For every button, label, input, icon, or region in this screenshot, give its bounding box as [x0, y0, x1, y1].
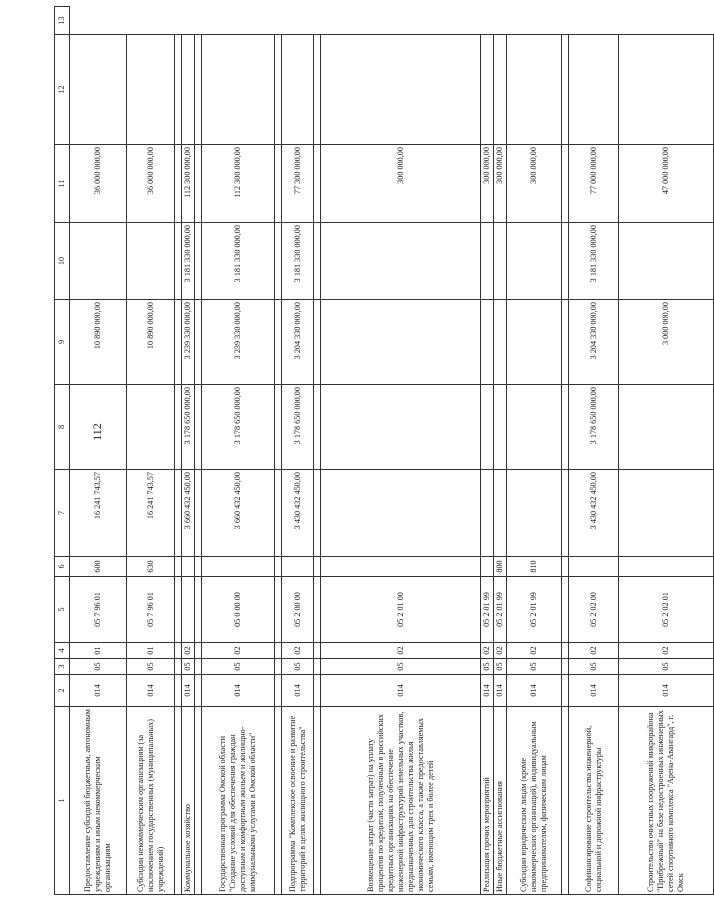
row-value-c11: 3 181 330 000,00 — [282, 223, 314, 300]
row-value-c13 — [202, 35, 275, 145]
separator-cell — [275, 470, 282, 557]
separator-cell — [562, 675, 569, 707]
separator-cell — [175, 385, 182, 470]
table-row — [127, 7, 175, 895]
row-value-c5: 01 — [70, 643, 127, 659]
separator-cell — [314, 35, 321, 145]
header-cell: 10 — [55, 223, 70, 300]
row-value-c4: 05 — [321, 659, 481, 675]
row-value-c12: 36 000 000,00 — [127, 145, 175, 223]
row-value-c10: 3 204 330 000,00 — [282, 300, 314, 385]
row-separator — [175, 7, 182, 895]
separator-cell — [314, 577, 321, 643]
separator-cell — [195, 145, 202, 223]
row-value-c7 — [481, 557, 494, 577]
row-value-c13 — [481, 35, 494, 145]
table-body — [55, 7, 714, 895]
row-value-c9 — [70, 385, 127, 470]
row-value-c13 — [507, 35, 562, 145]
row-value-c8 — [494, 470, 507, 557]
row-value-c5: 02 — [182, 643, 195, 659]
row-value-c6: 05 2 01 99 — [481, 577, 494, 643]
row-value-c11 — [321, 223, 481, 300]
row-value-c8: 16 241 743,57 — [70, 470, 127, 557]
separator-cell — [562, 300, 569, 385]
table-row — [481, 7, 494, 895]
separator-cell — [175, 35, 182, 145]
separator-cell — [275, 385, 282, 470]
row-value-c6 — [182, 577, 195, 643]
row-value-c10: 3 000 000,00 — [619, 300, 714, 385]
separator-cell — [175, 659, 182, 675]
row-value-c9 — [127, 385, 175, 470]
separator-cell — [314, 707, 321, 895]
row-separator — [314, 7, 321, 895]
row-value-c7 — [182, 557, 195, 577]
row-value-c10: 3 239 330 000,00 — [202, 300, 275, 385]
row-value-c3: 014 — [619, 675, 714, 707]
separator-cell — [175, 145, 182, 223]
separator-cell — [275, 557, 282, 577]
separator-cell — [562, 659, 569, 675]
separator-cell — [195, 707, 202, 895]
row-value-c5: 02 — [202, 643, 275, 659]
row-value-c4: 05 — [507, 659, 562, 675]
row-value-c7: 630 — [127, 557, 175, 577]
row-value-c8: 3 430 432 450,00 — [282, 470, 314, 557]
row-value-c13 — [569, 35, 619, 145]
separator-cell — [195, 385, 202, 470]
row-value-c8: 3 660 432 450,00 — [202, 470, 275, 557]
row-value-c4: 05 — [127, 659, 175, 675]
row-description: Субсидии некоммерческим организациям (за исключением государственных (муниципальных) учреждений) — [127, 707, 175, 895]
row-value-c3: 014 — [282, 675, 314, 707]
separator-cell — [562, 707, 569, 895]
row-description: Иные бюджетные ассигнования — [494, 707, 507, 895]
row-value-c3: 014 — [321, 675, 481, 707]
header-cell: 8 — [55, 385, 70, 470]
row-value-c12: 300 000,00 — [507, 145, 562, 223]
separator-cell — [275, 577, 282, 643]
row-value-c9: 3 178 650 000,00 — [282, 385, 314, 470]
separator-cell — [195, 557, 202, 577]
header-cell: 1 — [55, 707, 70, 895]
row-value-c7 — [619, 557, 714, 577]
row-description: Подпрограмма "Комплексное освоение и развитие территорий в целях жилищного строительства" — [282, 707, 314, 895]
row-value-c9 — [481, 385, 494, 470]
row-value-c12: 300 000,00 — [321, 145, 481, 223]
row-value-c6: 05 2 02 00 — [569, 577, 619, 643]
row-value-c11 — [481, 223, 494, 300]
header-cell: 4 — [55, 643, 70, 659]
separator-cell — [314, 675, 321, 707]
header-cell: 9 — [55, 300, 70, 385]
row-value-c4: 05 — [481, 659, 494, 675]
separator-cell — [195, 659, 202, 675]
separator-cell — [314, 557, 321, 577]
row-value-c5: 02 — [282, 643, 314, 659]
separator-cell — [195, 35, 202, 145]
row-separator — [195, 7, 202, 895]
row-value-c4: 05 — [619, 659, 714, 675]
separator-cell — [175, 470, 182, 557]
table-row — [569, 7, 619, 895]
row-value-c7 — [282, 557, 314, 577]
table-row — [494, 7, 507, 895]
budget-table — [54, 6, 714, 895]
row-description: Возмещение затрат (части затрат) на уплату процентов по кредитам, полученным в российских кредитных организациях на обеспечение инженерной инфраструктурой земельных участков, предназначенных для строительства жилья экономического класса, а также предоставляемых семьям, имеющим трех и более детей — [321, 707, 481, 895]
separator-cell — [275, 707, 282, 895]
row-value-c10: 10 890 000,00 — [70, 300, 127, 385]
row-value-c11 — [507, 223, 562, 300]
header-cell: 6 — [55, 557, 70, 577]
row-value-c12: 112 300 000,00 — [202, 145, 275, 223]
row-value-c12: 77 000 000,00 — [569, 145, 619, 223]
header-cell: 11 — [55, 145, 70, 223]
row-value-c7: 800 — [494, 557, 507, 577]
separator-cell — [562, 35, 569, 145]
separator-cell — [275, 300, 282, 385]
row-value-c10 — [507, 300, 562, 385]
row-value-c3: 014 — [569, 675, 619, 707]
row-value-c11: 3 181 330 000,00 — [182, 223, 195, 300]
row-value-c11 — [619, 223, 714, 300]
row-value-c3: 014 — [494, 675, 507, 707]
header-cell: 13 — [55, 7, 70, 35]
row-value-c4: 05 — [282, 659, 314, 675]
row-value-c9: 3 178 650 000,00 — [182, 385, 195, 470]
separator-cell — [275, 659, 282, 675]
row-value-c9 — [507, 385, 562, 470]
row-value-c9 — [494, 385, 507, 470]
row-separator — [562, 7, 569, 895]
row-value-c3: 014 — [507, 675, 562, 707]
separator-cell — [314, 145, 321, 223]
separator-cell — [562, 557, 569, 577]
row-value-c8 — [321, 470, 481, 557]
row-value-c6: 05 2 01 00 — [321, 577, 481, 643]
row-value-c5: 02 — [619, 643, 714, 659]
table-row — [507, 7, 562, 895]
row-value-c9: 3 178 650 000,00 — [569, 385, 619, 470]
row-value-c12: 47 000 000,00 — [619, 145, 714, 223]
separator-cell — [175, 707, 182, 895]
row-value-c10 — [481, 300, 494, 385]
separator-cell — [562, 145, 569, 223]
separator-cell — [562, 577, 569, 643]
row-value-c7: 810 — [507, 557, 562, 577]
row-value-c9 — [619, 385, 714, 470]
row-value-c8 — [507, 470, 562, 557]
row-value-c7 — [569, 557, 619, 577]
table-row — [321, 7, 481, 895]
row-value-c9 — [321, 385, 481, 470]
table-row — [202, 7, 275, 895]
row-value-c12: 300 000,00 — [481, 145, 494, 223]
row-value-c6: 05 7 96 01 — [127, 577, 175, 643]
row-value-c4: 05 — [70, 659, 127, 675]
rotated-page — [54, 7, 685, 895]
separator-cell — [175, 557, 182, 577]
row-value-c3: 014 — [481, 675, 494, 707]
separator-cell — [314, 659, 321, 675]
row-value-c12: 300 000,00 — [494, 145, 507, 223]
separator-cell — [275, 643, 282, 659]
row-description: Коммунальное хозяйство — [182, 707, 195, 895]
separator-cell — [562, 385, 569, 470]
row-description: Софинансирование строительства инженерной, социальной и дорожной инфраструктуры — [569, 707, 619, 895]
separator-cell — [175, 300, 182, 385]
row-value-c11 — [70, 223, 127, 300]
row-description: Реализация прочих мероприятий — [481, 707, 494, 895]
row-separator — [275, 7, 282, 895]
separator-cell — [195, 300, 202, 385]
row-value-c13 — [619, 35, 714, 145]
row-value-c6: 05 2 01 99 — [494, 577, 507, 643]
separator-cell — [314, 643, 321, 659]
row-value-c10: 3 204 330 000,00 — [569, 300, 619, 385]
row-description: Предоставление субсидий бюджетным, автономным учреждениям и иным некоммерческим организациям — [70, 707, 127, 895]
row-value-c3: 014 — [127, 675, 175, 707]
row-value-c4: 05 — [569, 659, 619, 675]
row-value-c3: 014 — [202, 675, 275, 707]
row-value-c10 — [494, 300, 507, 385]
table-row — [619, 7, 714, 895]
row-value-c13 — [321, 35, 481, 145]
separator-cell — [175, 577, 182, 643]
header-cell: 12 — [55, 35, 70, 145]
header-cell: 5 — [55, 577, 70, 643]
row-value-c6: 05 7 96 01 — [70, 577, 127, 643]
row-value-c13 — [127, 35, 175, 145]
row-value-c12: 36 000 000,00 — [70, 145, 127, 223]
row-value-c10: 10 890 000,00 — [127, 300, 175, 385]
separator-cell — [314, 470, 321, 557]
separator-cell — [275, 145, 282, 223]
table-row — [282, 7, 314, 895]
row-value-c10 — [321, 300, 481, 385]
row-value-c7 — [321, 557, 481, 577]
row-value-c6: 05 2 01 99 — [507, 577, 562, 643]
row-value-c5: 02 — [494, 643, 507, 659]
row-value-c11: 3 181 330 000,00 — [202, 223, 275, 300]
separator-cell — [314, 385, 321, 470]
row-value-c11: 3 181 330 000,00 — [569, 223, 619, 300]
page-number: 112 — [90, 423, 104, 441]
separator-cell — [314, 223, 321, 300]
separator-cell — [314, 300, 321, 385]
row-value-c6: 05 0 00 00 — [202, 577, 275, 643]
separator-cell — [562, 643, 569, 659]
separator-cell — [195, 643, 202, 659]
separator-cell — [275, 223, 282, 300]
row-value-c8 — [481, 470, 494, 557]
row-value-c11 — [494, 223, 507, 300]
row-description: Строительство очистных сооружений микрорайона "Прибрежный" на базе недостроенных инженерных сетей спортивного комплекса "Арена-Авангард", г. Омск — [619, 707, 714, 895]
row-value-c3: 014 — [70, 675, 127, 707]
row-value-c10: 3 239 330 000,00 — [182, 300, 195, 385]
row-description: Государственная программа Омской области "Создание условий для обеспечения граждан доступным и комфортным жильем и жилищно-коммунальными услугами в Омской области" — [202, 707, 275, 895]
row-value-c4: 05 — [202, 659, 275, 675]
header-cell: 2 — [55, 675, 70, 707]
separator-cell — [275, 675, 282, 707]
row-value-c12: 112 300 000,00 — [182, 145, 195, 223]
row-value-c7: 600 — [70, 557, 127, 577]
separator-cell — [562, 470, 569, 557]
separator-cell — [195, 577, 202, 643]
row-value-c9: 3 178 650 000,00 — [202, 385, 275, 470]
row-value-c6: 05 2 00 00 — [282, 577, 314, 643]
separator-cell — [562, 223, 569, 300]
row-value-c5: 02 — [569, 643, 619, 659]
row-value-c13 — [182, 35, 195, 145]
table-row — [182, 7, 195, 895]
row-value-c5: 01 — [127, 643, 175, 659]
row-value-c4: 05 — [494, 659, 507, 675]
row-value-c8: 3 430 432 450,00 — [569, 470, 619, 557]
separator-cell — [175, 643, 182, 659]
separator-cell — [175, 223, 182, 300]
row-value-c11 — [127, 223, 175, 300]
separator-cell — [195, 675, 202, 707]
header-cell: 3 — [55, 659, 70, 675]
row-value-c3: 014 — [182, 675, 195, 707]
header-row — [55, 7, 70, 895]
separator-cell — [195, 470, 202, 557]
row-description: Субсидии юридическим лицам (кроме некоммерческих организаций), индивидуальным предпринимателям, физическим лицам — [507, 707, 562, 895]
row-value-c5: 02 — [321, 643, 481, 659]
row-value-c8 — [619, 470, 714, 557]
row-value-c6: 05 2 02 01 — [619, 577, 714, 643]
separator-cell — [195, 223, 202, 300]
row-value-c13 — [282, 35, 314, 145]
row-value-c8: 16 241 743,57 — [127, 470, 175, 557]
table-row — [70, 7, 127, 895]
row-value-c13 — [494, 35, 507, 145]
row-value-c12: 77 300 000,00 — [282, 145, 314, 223]
separator-cell — [275, 35, 282, 145]
separator-cell — [175, 675, 182, 707]
row-value-c7 — [202, 557, 275, 577]
row-value-c5: 02 — [507, 643, 562, 659]
row-value-c8: 3 660 432 450,00 — [182, 470, 195, 557]
row-value-c5: 02 — [481, 643, 494, 659]
row-value-c13 — [70, 35, 127, 145]
header-cell: 7 — [55, 470, 70, 557]
row-value-c4: 05 — [182, 659, 195, 675]
